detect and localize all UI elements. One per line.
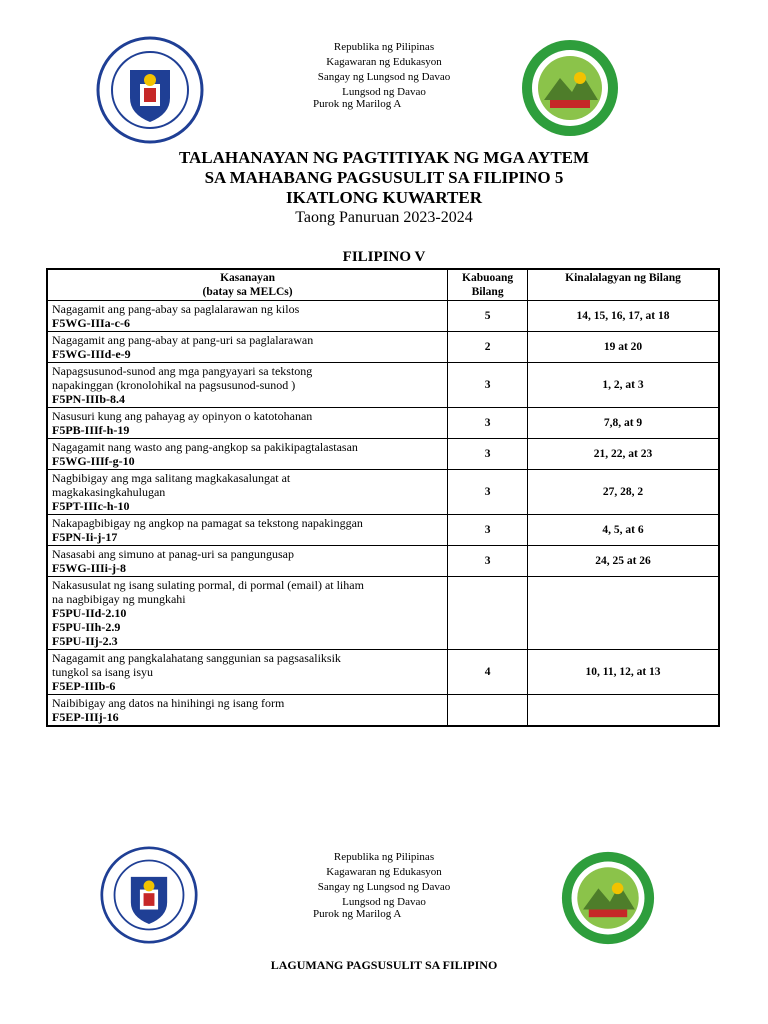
header-skill-label: Kasanayan (220, 272, 276, 284)
competency-text: Napagsusunod-sunod ang mga pangyayari sa tekstong (52, 364, 313, 378)
item-placement-cell: 27, 28, 2 (528, 470, 719, 515)
item-placement-cell: 1, 2, at 3 (528, 363, 719, 408)
melc-code: F5PN-Ii-j-17 (52, 530, 118, 544)
skill-cell (47, 408, 448, 439)
skill-cell (47, 301, 448, 332)
header-total-sub: Bilang (471, 286, 504, 298)
item-placement-cell (528, 577, 719, 650)
header-total (448, 269, 528, 301)
item-count-cell: 4 (448, 650, 528, 695)
item-count-cell: 5 (448, 301, 528, 332)
table-row (47, 470, 719, 515)
item-count-cell (448, 577, 528, 650)
header-line-division-bottom: Sangay ng Lungsod ng Davao (317, 881, 451, 893)
competency-text: magkakasingkahulugan (52, 485, 166, 499)
item-count-cell: 3 (448, 546, 528, 577)
competency-text: Nasusuri kung ang pahayag ay opinyon o katotohanan (52, 409, 313, 423)
melc-code: F5WG-IIIf-g-10 (52, 454, 135, 468)
header-skill (47, 269, 448, 301)
table-row (47, 363, 719, 408)
title-line-3: IKATLONG KUWARTER (285, 188, 483, 207)
skill-cell (47, 439, 448, 470)
division-seal-bottom (560, 850, 656, 946)
table-row (47, 546, 719, 577)
skill-cell (47, 650, 448, 695)
header-line-division: Sangay ng Lungsod ng Davao (317, 71, 451, 83)
melc-code: F5WG-IIId-e-9 (52, 347, 131, 361)
table-row (47, 577, 719, 650)
header-location (528, 269, 719, 301)
melc-code: F5EP-IIIj-16 (52, 710, 119, 724)
table-row (47, 301, 719, 332)
melc-code: F5WG-IIIi-j-8 (52, 561, 126, 575)
header-skill-sub: (batay sa MELCs) (202, 286, 293, 298)
header-district: Purok ng Marilog A (313, 98, 402, 110)
header-agency-block (264, 40, 504, 100)
table-header-row (47, 269, 719, 301)
melc-code: F5PU-IIh-2.9 (52, 620, 121, 634)
title-line-2: SA MAHABANG PAGSUSULIT SA FILIPINO 5 (204, 168, 564, 187)
item-count-cell: 3 (448, 363, 528, 408)
competency-text: Nagagamit ang pang-abay at pang-uri sa paglalarawan (52, 333, 314, 347)
skill-cell (47, 546, 448, 577)
item-count-cell: 3 (448, 408, 528, 439)
deped-seal-top (96, 36, 204, 144)
competency-text: Naibibigay ang datos na hinihingi ng isang form (52, 696, 285, 710)
item-count-cell (448, 695, 528, 727)
table-row (47, 695, 719, 727)
melc-code: F5PB-IIIf-h-19 (52, 423, 130, 437)
skill-cell (47, 577, 448, 650)
melc-code: F5PN-IIIb-8.4 (52, 392, 126, 406)
division-seal-top (520, 38, 620, 138)
item-count-cell: 2 (448, 332, 528, 363)
melc-code: F5PU-IId-2.10 (52, 606, 127, 620)
school-year: Taong Panuruan 2023-2024 (295, 209, 473, 226)
skill-cell (47, 363, 448, 408)
header-line-republic-bottom: Republika ng Pilipinas (333, 851, 435, 863)
competency-text: Nagagamit ang pang-abay sa paglalarawan ng kilos (52, 302, 300, 316)
competency-text: napakinggan (kronolohikal na pagsusunod-sunod ) (52, 378, 296, 392)
item-count-cell: 3 (448, 439, 528, 470)
title-line-1: TALAHANAYAN NG PAGTITIYAK NG MGA AYTEM (178, 148, 590, 167)
table-row (47, 332, 719, 363)
competency-text: Nakapagbibigay ng angkop na pamagat sa tekstong napakinggan (52, 516, 363, 530)
skill-cell (47, 695, 448, 727)
item-placement-cell (528, 695, 719, 727)
table-row (47, 515, 719, 546)
competency-text: na nagbibigay ng mungkahi (52, 592, 186, 606)
header-line-city: Lungsod ng Davao (342, 86, 426, 98)
item-placement-cell: 19 at 20 (528, 332, 719, 363)
skill-cell (47, 515, 448, 546)
table-row (47, 408, 719, 439)
subject-heading: FILIPINO V (342, 249, 426, 265)
deped-seal-bottom (100, 846, 198, 944)
item-placement-cell: 14, 15, 16, 17, at 18 (528, 301, 719, 332)
melc-code: F5PU-IIj-2.3 (52, 634, 118, 648)
melc-code: F5PT-IIIc-h-10 (52, 499, 130, 513)
item-placement-cell: 7,8, at 9 (528, 408, 719, 439)
item-placement-cell: 21, 22, at 23 (528, 439, 719, 470)
melc-code: F5EP-IIIb-6 (52, 679, 116, 693)
header-line-city-bottom: Lungsod ng Davao (342, 896, 426, 908)
header-line-republic: Republika ng Pilipinas (333, 41, 435, 53)
header-agency-block-bottom (264, 850, 504, 910)
header-location-label: Kinalalagyan ng Bilang (565, 272, 681, 284)
header-line-department-bottom: Kagawaran ng Edukasyon (326, 866, 442, 878)
item-placement-cell: 10, 11, 12, at 13 (528, 650, 719, 695)
skill-cell (47, 332, 448, 363)
item-placement-cell: 24, 25 at 26 (528, 546, 719, 577)
specification-table (46, 268, 720, 727)
melc-code: F5WG-IIIa-c-6 (52, 316, 130, 330)
item-count-cell: 3 (448, 515, 528, 546)
item-count-cell: 3 (448, 470, 528, 515)
competency-text: Nagbibigay ang mga salitang magkakasalungat at (52, 471, 291, 485)
table-row (47, 439, 719, 470)
competency-text: Nakasusulat ng isang sulating pormal, di pormal (email) at liham (52, 578, 364, 592)
competency-text: Nasasabi ang simuno at panag-uri sa pangungusap (52, 547, 294, 561)
document-title (0, 148, 768, 228)
header-line-department: Kagawaran ng Edukasyon (326, 56, 442, 68)
table-row (47, 650, 719, 695)
header-district-bottom: Purok ng Marilog A (313, 908, 402, 920)
skill-cell (47, 470, 448, 515)
competency-text: tungkol sa isang isyu (52, 665, 153, 679)
header-total-label: Kabuoang (462, 272, 514, 284)
competency-text: Nagagamit ang pangkalahatang sanggunian sa pagsasaliksik (52, 651, 341, 665)
competency-text: Nagagamit nang wasto ang pang-angkop sa pakikipagtalastasan (52, 440, 358, 454)
next-page-title: LAGUMANG PAGSUSULIT SA FILIPINO (270, 958, 498, 972)
item-placement-cell: 4, 5, at 6 (528, 515, 719, 546)
